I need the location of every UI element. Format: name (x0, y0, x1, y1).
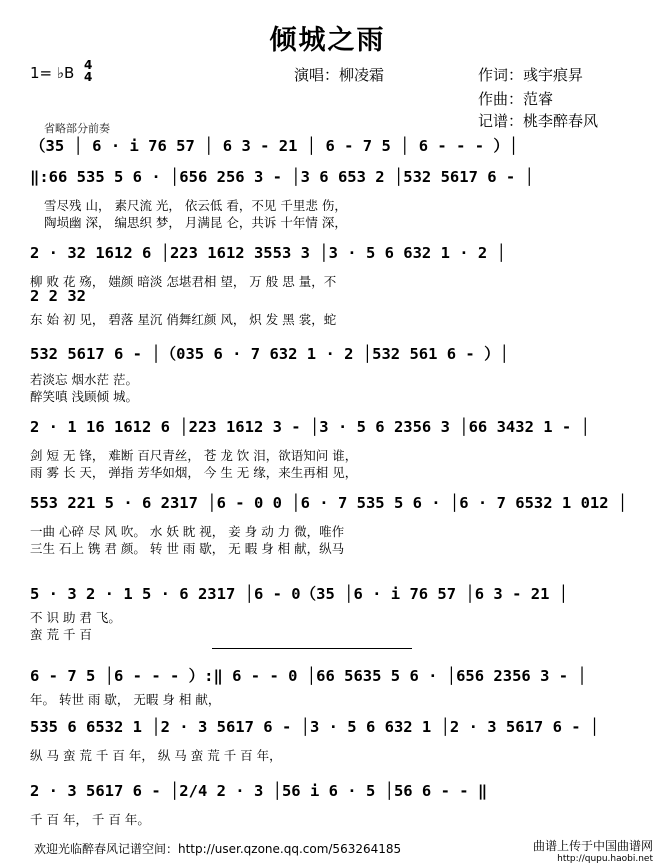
score-row-1-notes: （35 │ 6 · i 76 57 │ 6 3 - 21 │ 6 - 7 5 │ 6 - - - ）│ (30, 137, 519, 155)
key-signature: 1= ♭B (30, 64, 75, 82)
score-row-8-notes: 6 - 7 5 │6 - - - ）:‖ 6 - - 0 │66 5635 5 6 · │656 2356 3 - │ (30, 667, 587, 685)
score-row-2-notes: ‖:66 535 5 6 · │656 256 3 - │3 6 653 2 │532 5617 6 - │ (30, 168, 534, 186)
ending-bracket-line (212, 648, 412, 649)
transcriber-credit: 记谱：桃李醉春风 (478, 112, 599, 130)
score-row-2-lyric-2: 陶埙幽 深， 编思织 梦， 月满昆 仑，共诉 十年情 深， (44, 215, 347, 230)
score-row-9-lyric-1: 纵 马 蛮 荒 千 百 年， 纵 马 蛮 荒 千 百 年， (30, 748, 282, 763)
time-signature (84, 59, 92, 83)
score-row-5-lyric-1: 剑 短 无 锋， 难断 百尺青丝， 苍 龙 饮 泪，欲语知问 谁， (30, 448, 358, 463)
score-row-4-notes: 532 5617 6 - │（035 6 · 7 632 1 · 2 │532 561 6 - ）│ (30, 345, 509, 363)
score-row-4-lyric-2: 醉笑嗔 浅顾倾 城。 (30, 389, 138, 404)
score-row-9-notes: 535 6 6532 1 │2 · 3 5617 6 - │3 · 5 6 632 1 │2 · 3 5617 6 - │ (30, 718, 600, 736)
score-row-10-notes: 2 · 3 5617 6 - │2/4 2 · 3 │56 i 6 · 5 │56 6 - - ‖ (30, 782, 488, 800)
score-row-3-lyric-1: 柳 败 花 殇， 媸颜 暗淡 怎堪君相 望， 万 般 思 量，不 (30, 274, 337, 289)
score-row-6-lyric-1: 一曲 心碎 尽 风 吹。 水 妖 眈 视， 妾 身 动 力 微，唯作 (30, 524, 345, 539)
score-row-10-lyric-1: 千 百 年， 千 百 年。 (30, 812, 150, 827)
lyricist-credit: 作词：彧宇痕昇 (478, 66, 584, 84)
score-row-4-lyric-1: 若淡忘 烟水茫 茫。 (30, 372, 138, 387)
site-watermark (533, 840, 653, 866)
score-row-3-notes: 2 · 32 1612 6 │223 1612 3553 3 │3 · 5 6 632 1 · 2 │ (30, 244, 506, 262)
footer-text: 欢迎光临醉春风记谱空间：http://user.qzone.qq.com/563264185 (34, 842, 402, 856)
score-row-7-lyric-2: 蛮 荒 千 百 (30, 627, 92, 642)
song-title: 倾城之雨 (269, 25, 386, 56)
score-row-7-notes: 5 · 3 2 · 1 5 · 6 2317 │6 - 0（35 │6 · i 76 57 │6 3 - 21 │ (30, 585, 569, 603)
score-row-6-notes: 553 221 5 · 6 2317 │6 - 0 0 │6 · 7 535 5 6 · │6 · 7 6532 1 012 │ (30, 494, 628, 512)
score-row-7-lyric-1: 不 识 助 君 飞。 (30, 610, 121, 625)
singer-credit: 演唱：柳凌霜 (294, 66, 385, 84)
watermark-line-1: 曲谱上传于中国曲谱网 (532, 839, 653, 853)
composer-credit: 作曲：范睿 (478, 90, 554, 108)
time-signature-bottom: 4 (84, 70, 93, 84)
score-row-8-lyric-1: 年。 转世 雨 歇， 无暇 身 相 献， (30, 692, 221, 707)
intro-note: 省略部分前奏 (44, 122, 110, 135)
score-row-5-notes: 2 · 1 16 1612 6 │223 1612 3 - │3 · 5 6 2356 3 │66 3432 1 - │ (30, 418, 590, 436)
score-row-3-alt-notes: 2 2 32 (30, 287, 86, 305)
score-row-6-lyric-2: 三生 石上 镌 君 颜。 转 世 雨 歇， 无 暇 身 相 献，纵马 (30, 541, 345, 556)
time-signature-top: 4 (84, 58, 93, 72)
watermark-line-2: http://qupu.haobi.net (557, 854, 653, 864)
score-row-5-lyric-2: 雨 雾 长 天， 弹指 芳华如烟， 今 生 无 缘，来生再相 见， (30, 465, 358, 480)
score-row-3-lyric-2: 东 始 初 见， 碧落 星沉 俏舞红颜 风， 炽 发 黑 裳，蛇 (30, 312, 337, 327)
score-row-2-lyric-1: 雪尽残 山， 素尺流 光， 依云低 看，不见 千里悲 伤， (44, 198, 347, 213)
